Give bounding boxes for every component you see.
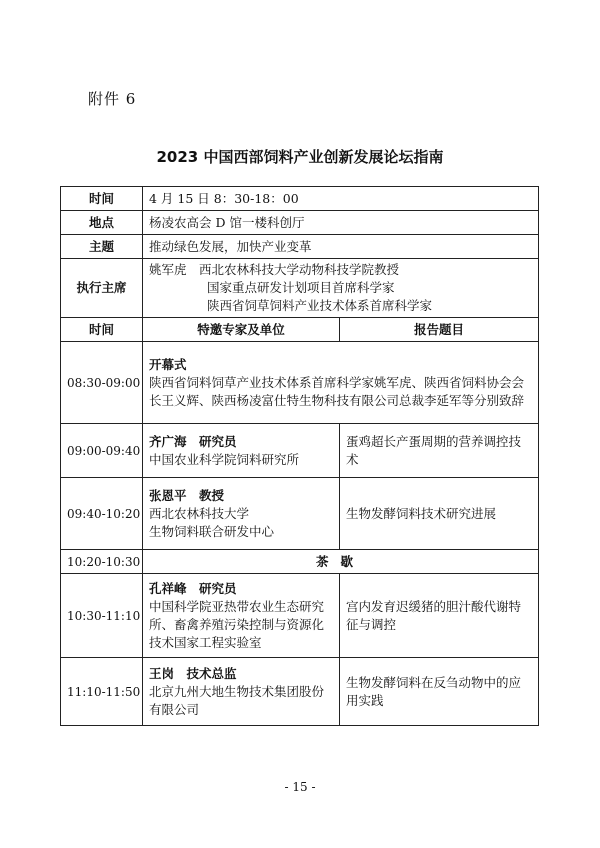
header-speaker: 特邀专家及单位 <box>143 318 340 342</box>
speaker-name: 王岗 技术总监 <box>149 665 237 681</box>
header-topic: 报告题目 <box>340 318 539 342</box>
theme-label: 主题 <box>61 235 143 259</box>
page-number: - 15 - <box>284 780 316 794</box>
schedule-row <box>61 424 539 478</box>
row-time: 10:30-11:10 <box>61 574 143 658</box>
speaker-name: 孔祥峰 研究员 <box>149 580 237 596</box>
row-time: 08:30-09:00 <box>61 342 143 424</box>
row-topic: 宫内发育迟缓猪的胆汁酸代谢特征与调控 <box>340 574 539 658</box>
schedule-row <box>61 574 539 658</box>
row-time: 11:10-11:50 <box>61 658 143 726</box>
header-time: 时间 <box>61 318 143 342</box>
speaker-name: 齐广海 研究员 <box>149 433 237 449</box>
forum-guide-table <box>60 186 539 726</box>
time-label: 时间 <box>61 187 143 211</box>
chair-line-1: 姚军虎 西北农林科技大学动物科技学院教授 <box>149 262 400 277</box>
theme-value: 推动绿色发展，加快产业变革 <box>143 235 539 259</box>
row-speaker <box>143 658 340 726</box>
chair-row <box>61 259 539 318</box>
schedule-row-opening <box>61 342 539 424</box>
row-speaker <box>143 478 340 550</box>
speaker-org: 北京九州大地生物技术集团股份有限公司 <box>149 683 325 717</box>
row-time: 09:00-09:40 <box>61 424 143 478</box>
speaker-org: 陕西省饲料饲草产业技术体系首席科学家姚军虎、陕西省饲料协会会长王义辉、陕西杨凌富仕特生物科技有限公司总裁李延军等分别致辞 <box>149 374 525 408</box>
schedule-row <box>61 658 539 726</box>
row-speaker <box>143 342 539 424</box>
speaker-org: 中国农业科学院饲料研究所 <box>149 451 300 467</box>
tea-break-label: 茶歇 <box>143 550 539 574</box>
speaker-name: 张恩平 教授 <box>149 487 225 503</box>
tea-break-row <box>61 550 539 574</box>
speaker-org: 西北农林科技大学 生物饲料联合研发中心 <box>149 505 275 539</box>
row-speaker <box>143 424 340 478</box>
row-time: 10:20-10:30 <box>61 550 143 574</box>
chair-label: 执行主席 <box>61 259 143 318</box>
theme-row <box>61 235 539 259</box>
row-speaker <box>143 574 340 658</box>
row-topic: 生物发酵饲料在反刍动物中的应用实践 <box>340 658 539 726</box>
place-label: 地点 <box>61 211 143 235</box>
time-row <box>61 187 539 211</box>
document-title: 2023 中国西部饲料产业创新发展论坛指南 <box>156 148 444 166</box>
place-row <box>61 211 539 235</box>
time-value: 4 月 15 日 8：30-18：00 <box>143 187 539 211</box>
row-time: 09:40-10:20 <box>61 478 143 550</box>
speaker-name: 开幕式 <box>149 356 187 372</box>
header-row <box>61 318 539 342</box>
chair-value <box>143 259 539 318</box>
chair-line-2: 国家重点研发计划项目首席科学家 <box>207 280 395 295</box>
row-topic: 生物发酵饲料技术研究进展 <box>340 478 539 550</box>
attachment-label: 附件 6 <box>88 90 137 108</box>
row-topic: 蛋鸡超长产蛋周期的营养调控技术 <box>340 424 539 478</box>
place-value: 杨凌农高会 D 馆一楼科创厅 <box>143 211 539 235</box>
chair-line-3: 陕西省饲草饲料产业技术体系首席科学家 <box>207 298 433 313</box>
speaker-org: 中国科学院亚热带农业生态研究所、畜禽养殖污染控制与资源化技术国家工程实验室 <box>149 598 325 650</box>
schedule-row <box>61 478 539 550</box>
